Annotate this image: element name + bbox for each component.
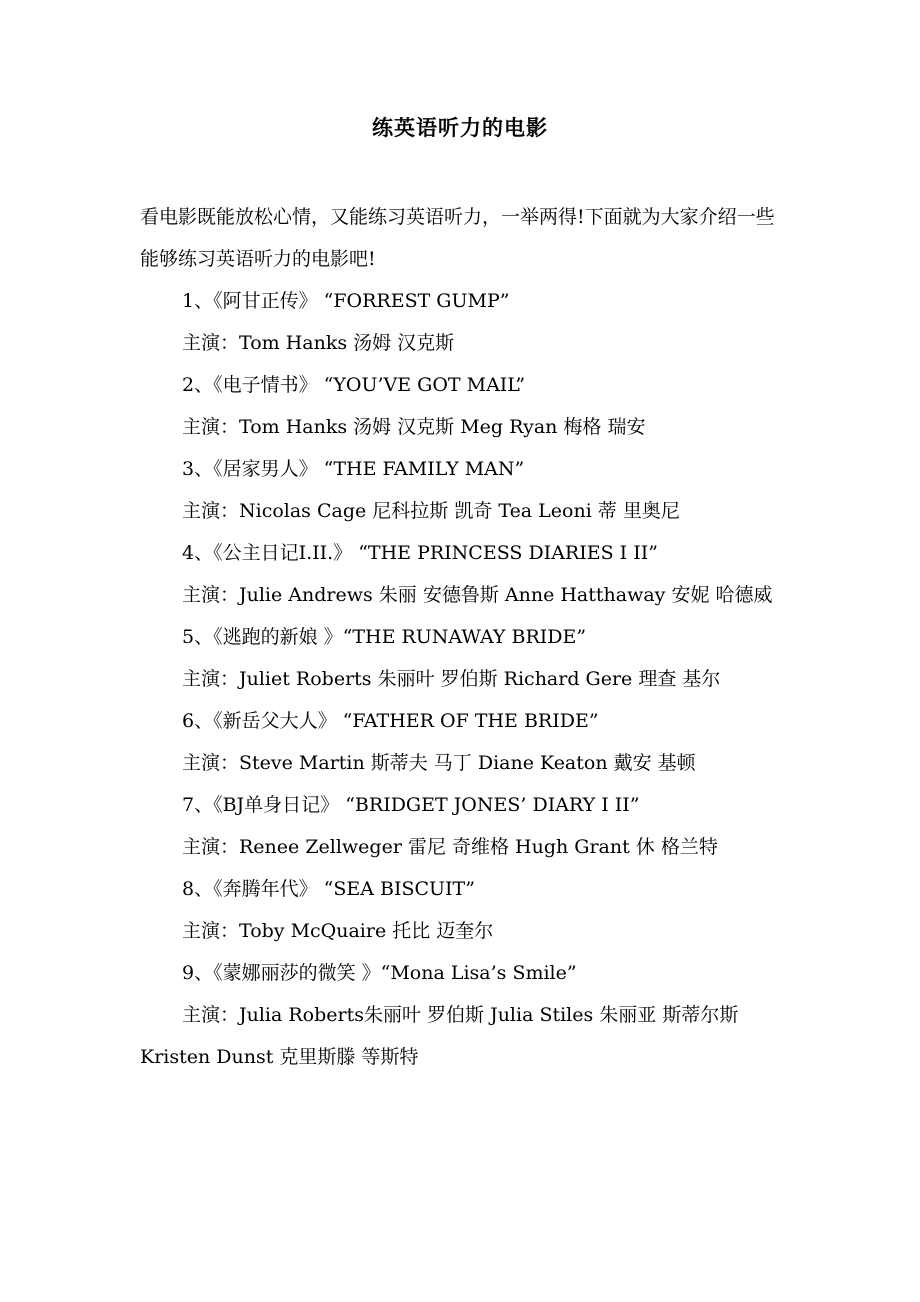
movie-title-7: 7、《BJ单身日记》 “BRIDGET JONES’ DIARY I II” (182, 794, 640, 816)
movie-title-5: 5、《逃跑的新娘 》“THE RUNAWAY BRIDE” (182, 626, 587, 648)
movie-cast-5: 主演：Juliet Roberts 朱丽叶 罗伯斯 Richard Gere 理查 基尔 (182, 668, 721, 690)
movie-title-4: 4、《公主日记I.II.》 “THE PRINCESS DIARIES I II” (182, 542, 658, 564)
movie-cast-1: 主演：Tom Hanks 汤姆 汉克斯 (182, 332, 455, 354)
movie-title-2: 2、《电子情书》 “YOU’VE GOT MAIL” (182, 374, 526, 396)
movie-title-9: 9、《蒙娜丽莎的微笑 》“Mona Lisa’s Smile” (182, 962, 577, 984)
movie-cast-2: 主演：Tom Hanks 汤姆 汉克斯 Meg Ryan 梅格 瑞安 (182, 416, 646, 438)
movie-cast-3: 主演：Nicolas Cage 尼科拉斯 凯奇 Tea Leoni 蒂 里奥尼 (182, 500, 680, 522)
movie-cast-8: 主演：Toby McQuaire 托比 迈奎尔 (182, 920, 494, 942)
movie-title-8: 8、《奔腾年代》 “SEA BISCUIT” (182, 878, 475, 900)
intro-paragraph: 看电影既能放松心情，又能练习英语听力，一举两得!下面就为大家介绍一些能够练习英语听力的电影吧! (140, 206, 775, 270)
movie-cast-7: 主演：Renee Zellweger 雷尼 奇维格 Hugh Grant 休 格兰特 (182, 836, 718, 858)
page-title: 练英语听力的电影 (372, 115, 548, 140)
document-body (140, 196, 790, 1078)
movie-cast-9: 主演：Julia Roberts朱丽叶 罗伯斯 Julia Stiles 朱丽亚 斯蒂尔斯 Kristen Dunst 克里斯滕 等斯特 (140, 1004, 739, 1068)
movie-cast-6: 主演：Steve Martin 斯蒂夫 马丁 Diane Keaton 戴安 基顿 (182, 752, 696, 774)
movie-title-3: 3、《居家男人》 “THE FAMILY MAN” (182, 458, 525, 480)
movie-title-6: 6、《新岳父大人》 “FATHER OF THE BRIDE” (182, 710, 599, 732)
movie-title-1: 1、《阿甘正传》 “FORREST GUMP” (182, 290, 510, 312)
movie-cast-4: 主演：Julie Andrews 朱丽 安德鲁斯 Anne Hatthaway 安妮 哈德威 (182, 584, 773, 606)
